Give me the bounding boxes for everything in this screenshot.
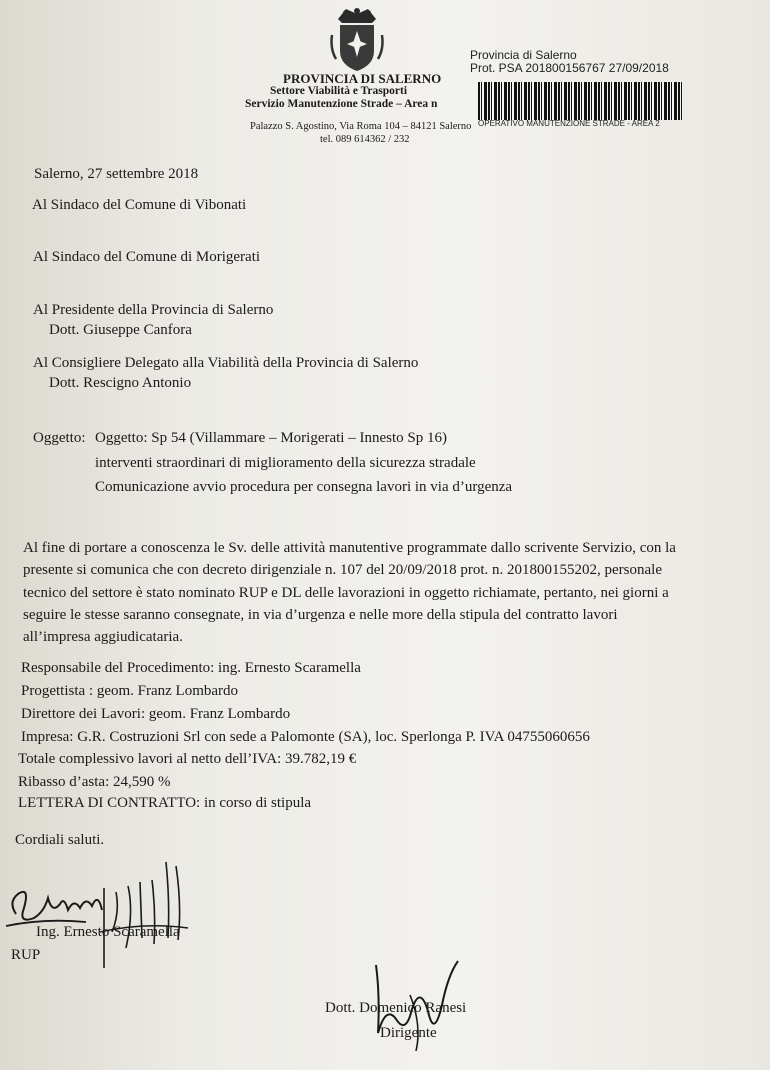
detail-line: LETTERA DI CONTRATTO: in corso di stipula <box>18 795 312 811</box>
province-crest-icon <box>328 5 386 75</box>
signer2-role: Dirigente <box>380 1025 437 1041</box>
institution-name: PROVINCIA DI SALERNO <box>283 71 442 86</box>
signer1-role: RUP <box>11 947 41 963</box>
letter-date: Salerno, 27 settembre 2018 <box>34 166 199 182</box>
office-address: Palazzo S. Agostino, Via Roma 104 – 84121 Salerno <box>250 121 472 132</box>
protocol-barcode <box>478 82 683 120</box>
recipient: Al Presidente della Provincia di Salerno <box>33 302 274 318</box>
detail-line: Responsabile del Procedimento: ing. Ernesto Scaramella <box>21 660 361 676</box>
recipient: Al Sindaco del Comune di Morigerati <box>33 249 261 265</box>
detail-line: Ribasso d’asta: 24,590 % <box>18 774 171 790</box>
signer1-name: Ing. Ernesto Scaramella <box>36 924 180 940</box>
sector-name: Settore Viabilità e Trasporti <box>270 85 408 97</box>
body-line: tecnico del settore è stato nominato RUP e DL delle lavorazioni in oggetto richiamate, pertanto, nei giorni a <box>23 585 669 601</box>
body-line: Al fine di portare a conoscenza le Sv. delle attività manutentive programmate dallo scrivente Servizio, con la <box>23 540 676 556</box>
subject-line: Comunicazione avvio procedura per consegna lavori in via d’urgenza <box>95 479 513 495</box>
body-line: presente si comunica che con decreto dirigenziale n. 107 del 20/09/2018 prot. n. 201800155202, personale <box>23 562 662 578</box>
detail-line: Progettista : geom. Franz Lombardo <box>21 683 239 699</box>
closing: Cordiali saluti. <box>15 832 105 848</box>
signer2-name: Dott. Domenico Ranesi <box>325 1000 467 1016</box>
office-phone: tel. 089 614362 / 232 <box>320 134 410 145</box>
detail-line: Totale complessivo lavori al netto dell’IVA: 39.782,19 € <box>18 751 357 767</box>
detail-line: Direttore dei Lavori: geom. Franz Lombardo <box>21 706 291 722</box>
protocol-line1: Provincia di Salerno <box>470 48 577 62</box>
body-line: all’impresa aggiudicataria. <box>23 629 183 645</box>
service-name: Servizio Manutenzione Strade – Area n <box>245 98 438 110</box>
protocol-line2: Prot. PSA 201800156767 27/09/2018 <box>470 61 669 75</box>
detail-line: Impresa: G.R. Costruzioni Srl con sede a Palomonte (SA), loc. Sperlonga P. IVA 04755060656 <box>21 729 590 745</box>
recipient-name: Dott. Giuseppe Canfora <box>49 322 192 338</box>
subject-line: Oggetto: Sp 54 (Villammare – Morigerati – Innesto Sp 16) <box>95 430 447 446</box>
subject-label: Oggetto: <box>33 430 86 446</box>
protocol-office: OPERATIVO MANUTENZIONE STRADE - AREA 2 <box>478 119 660 128</box>
recipient-name: Dott. Rescigno Antonio <box>49 375 192 391</box>
recipient: Al Consigliere Delegato alla Viabilità della Provincia di Salerno <box>33 355 419 371</box>
recipient: Al Sindaco del Comune di Vibonati <box>32 197 247 213</box>
subject-line: interventi straordinari di miglioramento della sicurezza stradale <box>95 455 476 471</box>
body-line: seguire le stesse saranno consegnate, in via d’urgenza e nelle more della stipula del contratto lavori <box>23 607 618 623</box>
